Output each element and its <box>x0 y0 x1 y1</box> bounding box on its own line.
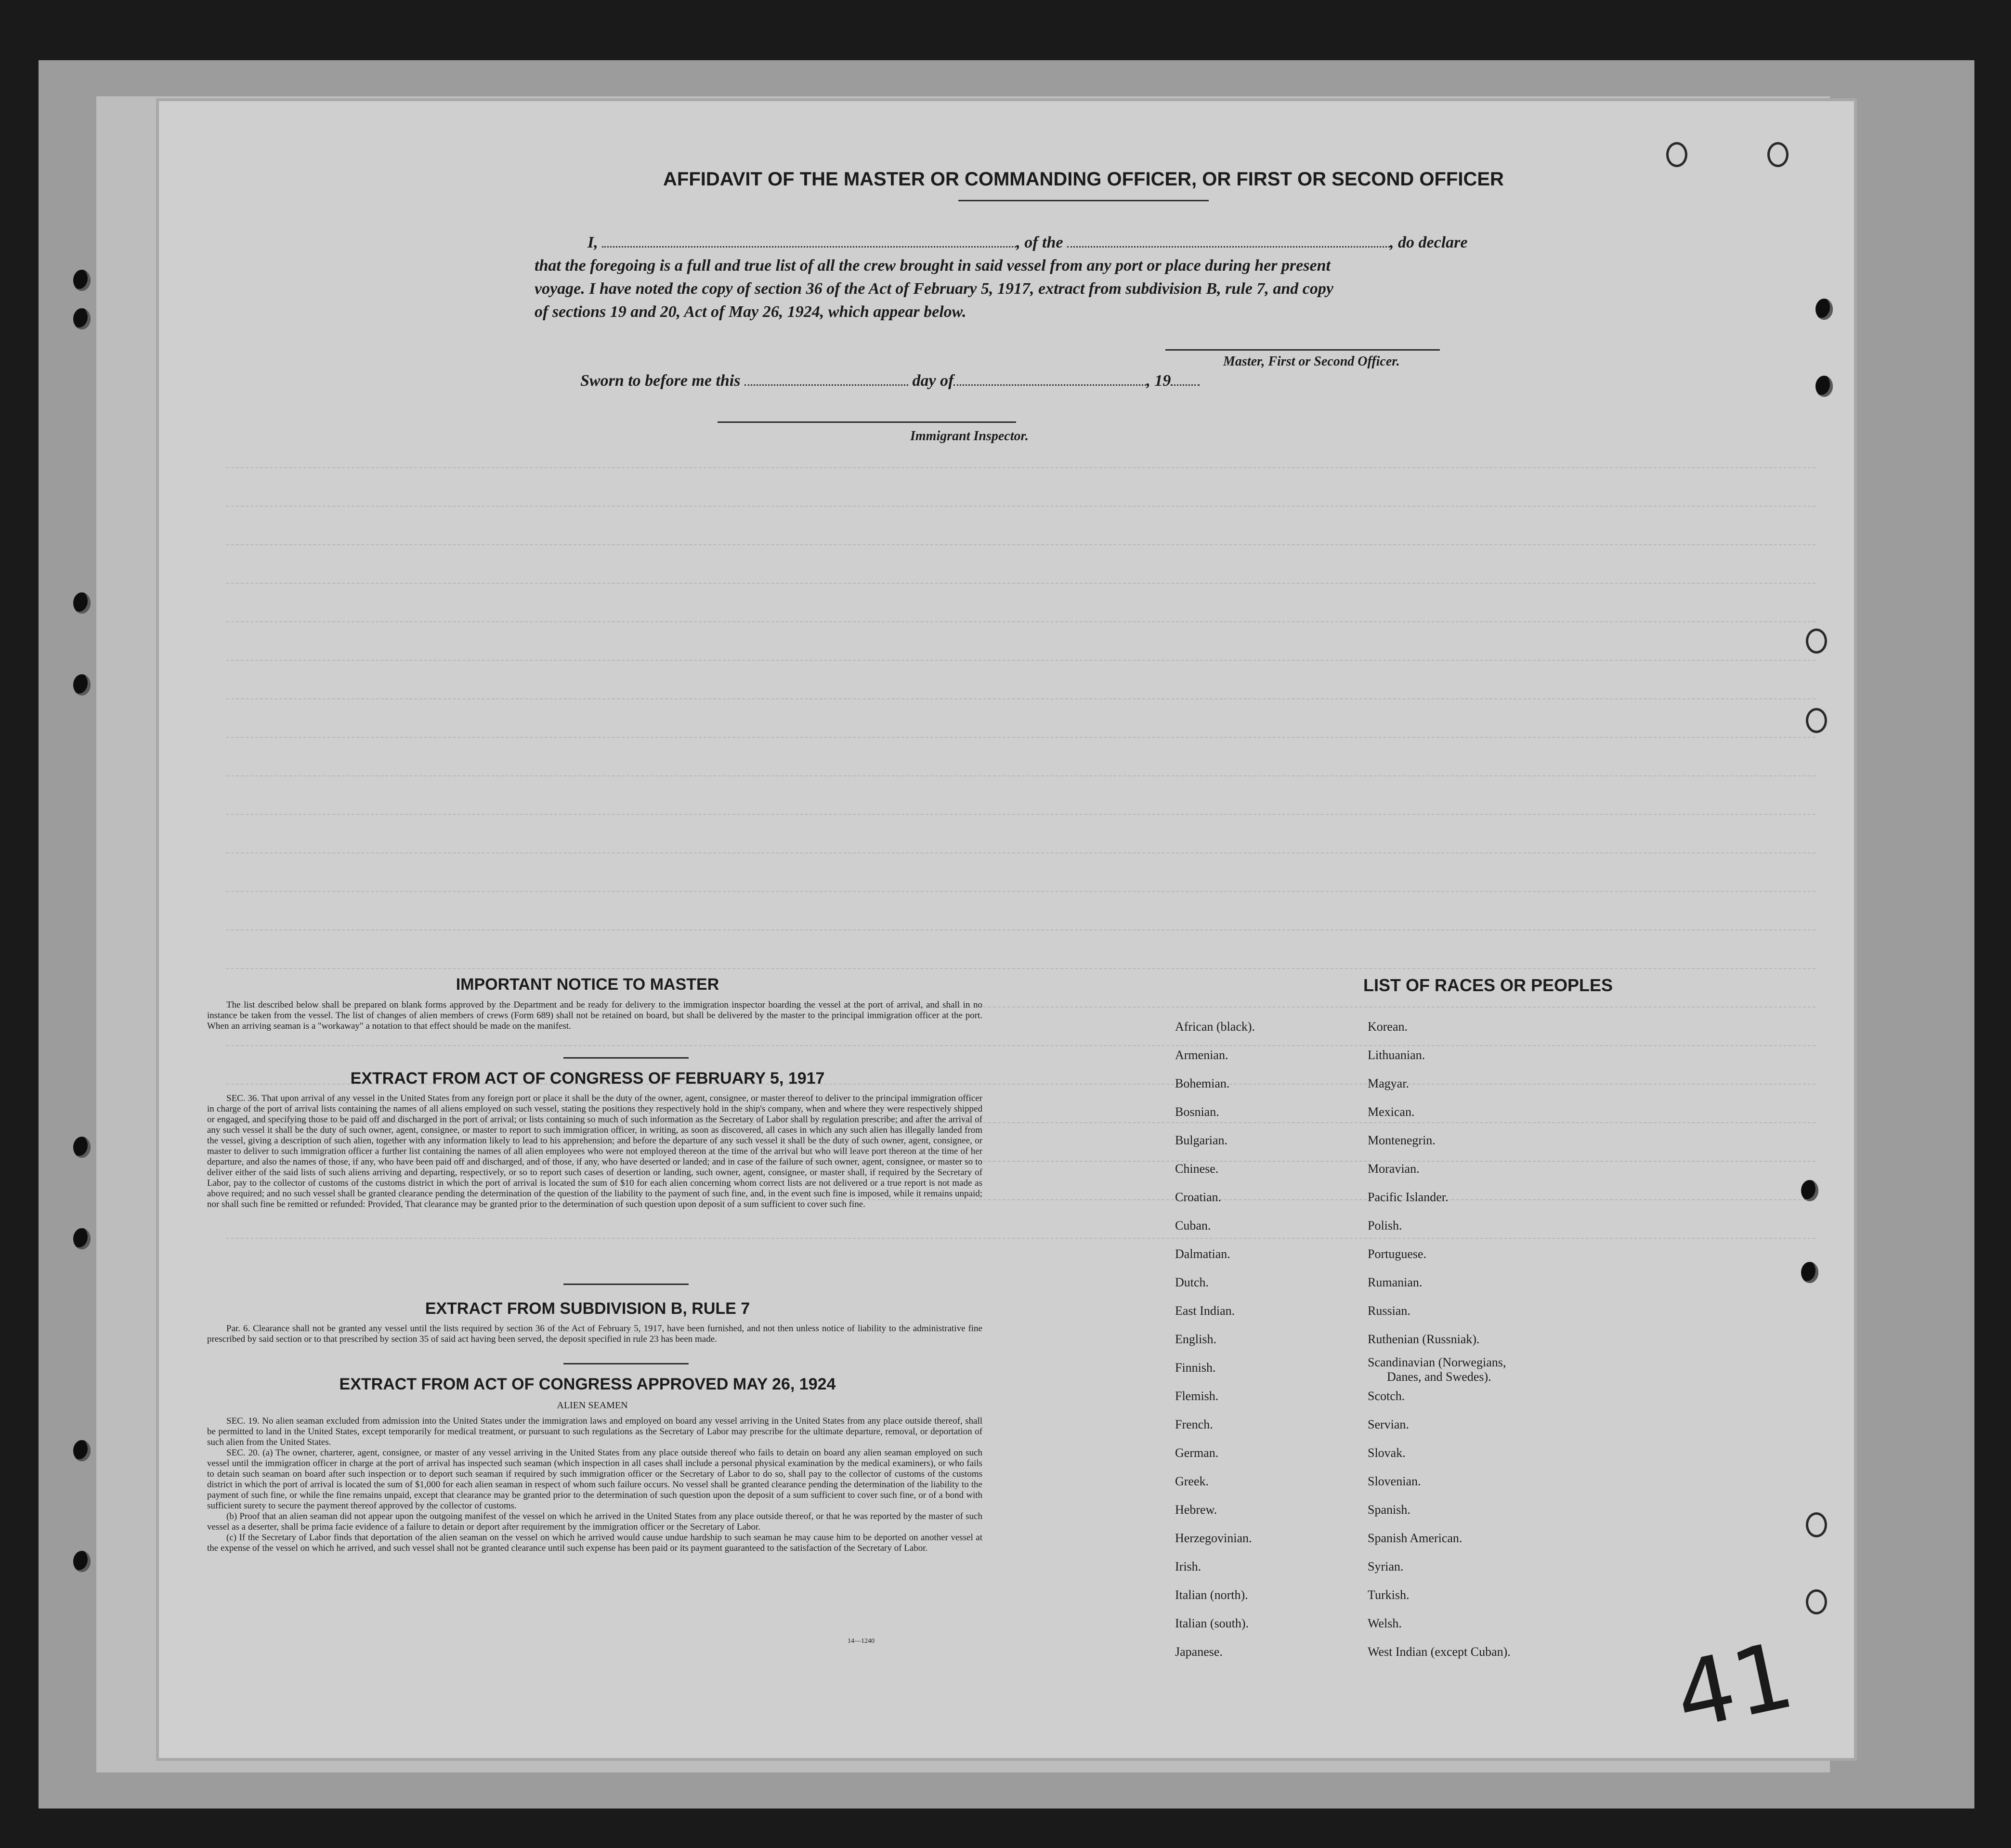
race-item: Croatian. <box>1175 1190 1222 1204</box>
race-item: Italian (north). <box>1175 1588 1248 1602</box>
affidavit-line-4: of sections 19 and 20, Act of May 26, 1924, which appear below. <box>535 303 966 321</box>
race-item: Italian (south). <box>1175 1616 1249 1630</box>
race-item: Cuban. <box>1175 1219 1211 1232</box>
race-item: Servian. <box>1368 1417 1409 1431</box>
race-item: Slovenian. <box>1368 1474 1421 1488</box>
race-item: Mexican. <box>1368 1105 1415 1119</box>
race-item: Armenian. <box>1175 1048 1228 1062</box>
race-item: Spanish American. <box>1368 1531 1463 1545</box>
sworn-line <box>580 371 1200 390</box>
race-item: Pacific Islander. <box>1368 1190 1449 1204</box>
extract-rule7-paragraph: Par. 6. Clearance shall not be granted any vessel until the lists required by section 36 of the Act of February 5, 1917, have been furnished, and not then unless notice of liability to the administrative fine prescribed by said section or to that prescribed by section 35 of said act having been served, the deposit specified in rule 23 has been made. <box>207 1324 982 1344</box>
binder-hole <box>73 592 91 614</box>
do-declare-label: , do declare <box>1390 234 1468 251</box>
day-of-label: day of <box>912 372 954 390</box>
race-item: Herzegovinian. <box>1175 1531 1252 1545</box>
sworn-month-field[interactable] <box>953 371 1146 386</box>
form-sheet <box>159 101 1854 1758</box>
race-item: Magyar. <box>1368 1076 1409 1090</box>
race-item: Flemish. <box>1175 1389 1219 1403</box>
section-rule <box>563 1057 689 1059</box>
title-rule <box>958 200 1209 201</box>
notice-paragraph: The list described below shall be prepared on blank forms approved by the Department and be ready for delivery to the immigration inspector boarding the vessel at the port of arrival, and shall in no instance be taken from the vessel. The list of changes of alien members of crews (Form 689) shall not be retained on board, but shall be delivered by the master to the principal immigration officer at the port. When an arriving seaman is a "workaway" a notation to that effect should be made on the manifest. <box>207 1000 982 1031</box>
race-item: Russian. <box>1368 1304 1410 1318</box>
race-item: East Indian. <box>1175 1304 1235 1318</box>
inspector-label: Immigrant Inspector. <box>910 429 1029 444</box>
race-item: Dutch. <box>1175 1275 1209 1289</box>
handwritten-number: 41 <box>1666 1622 1802 1750</box>
affidavit-line-1 <box>535 231 1623 254</box>
binder-hole <box>1815 376 1833 397</box>
race-item: Rumanian. <box>1368 1275 1423 1289</box>
race-item: Japanese. <box>1175 1645 1223 1659</box>
race-item: English. <box>1175 1332 1216 1346</box>
extract-rule7-title: EXTRACT FROM SUBDIVISION B, RULE 7 <box>425 1299 750 1318</box>
race-item: Danes, and Swedes). <box>1387 1370 1491 1384</box>
binder-hole <box>73 308 91 329</box>
race-item: Syrian. <box>1368 1560 1404 1573</box>
extract-rule7-body <box>207 1324 982 1345</box>
inspector-signature-line[interactable] <box>718 421 1016 423</box>
sec-20b-paragraph: (b) Proof that an alien seaman did not appear upon the outgoing manifest of the vessel on which he arrived in the United States from any place outside thereof, or that he was reported by the master of such vessel as a deserter, shall be prima facie evidence of a failure to detain or deport after requirement by the immigration officer or the Secretary of Labor. <box>207 1511 982 1532</box>
binder-hole <box>73 270 91 291</box>
race-item: Chinese. <box>1175 1162 1219 1176</box>
punch-ring <box>1806 1589 1827 1614</box>
sworn-day-field[interactable] <box>744 371 908 386</box>
extract-1917-paragraph: SEC. 36. That upon arrival of any vessel in the United States from any foreign port or place it shall be the duty of the owner, agent, consignee, or master thereof to deliver to the principal immigration officer in charge of the port of arrival lists containing the names of all aliens employed on such vessel, stating the positions they respectively hold in the ship's company, when and where they were respectively shipped or engaged, and specifying those to be paid off and discharged in the port of arrival; or lists containing so much of such information as the Secretary of Labor shall by regulation prescribe; and after the arrival of any such vessel it shall be the duty of such owner, agent, consignee, or master to report to such immigration officer, in writing, as soon as discovered, all cases in which any such alien has illegally landed from the vessel, giving a description of such alien, together with any information likely to lead to his apprehension; and before the departure of any such vessel it shall be the duty of such owner, agent, consignee, or master to deliver to such immigration officer a further list containing the names of all alien employees who were not employed thereon at the time of the arrival but who will leave port thereon at the time of her departure, and also the names of those, if any, who have been paid off and discharged, and of those, if any, who have deserted or landed; and in case of the failure of such owner, agent, consignee, or master so to deliver either of the said lists of such aliens arriving and departing, respectively, or so to report such cases of desertion or landing, such owner, agent, consignee, or master shall, if required by the Secretary of Labor, pay to the collector of customs of the customs district in which the port of arrival is located the sum of $10 for each alien concerning whom correct lists are not delivered or a true report is not made as above required; and no such vessel shall be granted clearance pending the determination of the question of the liability to the payment of such fine, and, in the event such fine is imposed, while it remains unpaid; nor shall such fine be remitted or refunded: Provided, That clearance may be granted prior to the determination of such question upon deposit of a sum sufficient to cover such fine. <box>207 1093 982 1209</box>
section-rule <box>563 1284 689 1285</box>
race-item: Scandinavian (Norwegians, <box>1368 1355 1506 1369</box>
punch-ring <box>1806 1512 1827 1537</box>
sec-20a-paragraph: SEC. 20. (a) The owner, charterer, agent, consignee, or master of any vessel arriving in the United States from any place outside thereof who fails to detain on board any alien seaman employed on such vessel until the immigration officer in charge at the port of arrival has inspected such seaman (which inspection in all cases shall include a personal physical examination by the medical examiners), or who fails to detain such seaman on board after such inspection or to deport such seaman if required by such immigration officer or the Secretary of Labor to do so, shall pay to the collector of customs of the customs district in which the port of arrival is located the sum of $1,000 for each alien seaman in respect of whom such failure occurs. No vessel shall be granted clearance pending the determination of the liability to the payment of such fine, or while the fine remains unpaid, except that clearance may be granted prior to the determination of such question upon the deposit of a sum sufficient to cover such fine, or of a bond with sufficient surety to secure the payment thereof approved by the collector of customs. <box>207 1448 982 1511</box>
year-label: , 19 <box>1146 372 1171 390</box>
affidavit-line-2: that the foregoing is a full and true list of all the crew brought in said vessel from any port or place during her present <box>535 257 1331 275</box>
binder-hole <box>73 1137 91 1158</box>
binder-hole <box>73 1551 91 1572</box>
race-item: Montenegrin. <box>1368 1133 1436 1147</box>
race-item: Polish. <box>1368 1219 1402 1232</box>
binder-hole <box>1815 299 1833 320</box>
race-item: Greek. <box>1175 1474 1209 1488</box>
affidavit-body <box>535 231 1623 324</box>
race-item: Lithuanian. <box>1368 1048 1425 1062</box>
race-item: Irish. <box>1175 1560 1201 1573</box>
race-item: Ruthenian (Russniak). <box>1368 1332 1480 1346</box>
form-number: 14—1240 <box>848 1638 875 1645</box>
races-title: LIST OF RACES OR PEOPLES <box>1363 975 1613 995</box>
race-item: French. <box>1175 1417 1213 1431</box>
race-item: Slovak. <box>1368 1446 1406 1460</box>
race-item: Finnish. <box>1175 1361 1216 1375</box>
race-item: Bohemian. <box>1175 1076 1230 1090</box>
master-signature-label: Master, First or Second Officer. <box>1223 354 1400 369</box>
race-item: Spanish. <box>1368 1503 1410 1517</box>
i-label: I, <box>588 234 598 251</box>
binder-hole <box>73 674 91 695</box>
race-item: African (black). <box>1175 1020 1255 1034</box>
race-item: Hebrew. <box>1175 1503 1217 1517</box>
races-left-column <box>1175 1012 1368 1666</box>
vessel-field[interactable] <box>1067 233 1390 248</box>
punch-ring <box>1666 142 1687 167</box>
extract-1917-body <box>207 1093 982 1210</box>
race-item: German. <box>1175 1446 1219 1460</box>
notice-title: IMPORTANT NOTICE TO MASTER <box>456 975 719 994</box>
race-item: Scotch. <box>1368 1389 1405 1403</box>
punch-ring <box>1767 142 1789 167</box>
race-item: West Indian (except Cuban). <box>1368 1645 1511 1659</box>
race-item: Bosnian. <box>1175 1105 1219 1119</box>
sec-20c-paragraph: (c) If the Secretary of Labor finds that deportation of the alien seaman on the vessel on which he arrived would cause undue hardship to such seaman he may cause him to be deported on another vessel at the expense of the vessel on which he arrived, and such vessel shall not be granted clearance until such expense has been paid or its payment guaranteed to the satisfaction of the Secretary of Labor. <box>207 1533 982 1553</box>
name-field[interactable] <box>602 233 1016 248</box>
binder-hole <box>73 1228 91 1249</box>
notice-body <box>207 1000 982 1032</box>
alien-seamen-subtitle: ALIEN SEAMEN <box>557 1400 628 1411</box>
race-item: Dalmatian. <box>1175 1247 1230 1261</box>
of-the-label: , of the <box>1016 234 1063 251</box>
sec-19-paragraph: SEC. 19. No alien seaman excluded from admission into the United States under the immigration laws and employed on board any vessel arriving in the United States from any place outside thereof, shall be permitted to land in the United States, except temporarily for medical treatment, or pursuant to such regulations as the Secretary of Labor may prescribe for the ultimate departure, removal, or deportation of such alien from the United States. <box>207 1416 982 1447</box>
section-rule <box>563 1363 689 1364</box>
binder-hole <box>73 1440 91 1461</box>
race-item: Turkish. <box>1368 1588 1410 1602</box>
sworn-label: Sworn to before me this <box>580 372 741 390</box>
extract-1924-title: EXTRACT FROM ACT OF CONGRESS APPROVED MAY 26, 1924 <box>339 1375 836 1393</box>
race-item: Korean. <box>1368 1020 1408 1034</box>
race-item: Portuguese. <box>1368 1247 1427 1261</box>
extract-1917-title: EXTRACT FROM ACT OF CONGRESS OF FEBRUARY 5, 1917 <box>350 1069 825 1088</box>
sworn-year-field[interactable] <box>1171 371 1200 386</box>
extract-1924-body <box>207 1416 982 1554</box>
race-item: Welsh. <box>1368 1616 1402 1630</box>
race-item: Moravian. <box>1368 1162 1420 1176</box>
affidavit-title: AFFIDAVIT OF THE MASTER OR COMMANDING OFFICER, OR FIRST OR SECOND OFFICER <box>663 169 1504 190</box>
master-signature-line[interactable] <box>1165 349 1440 351</box>
races-right-column <box>1368 1012 1657 1666</box>
affidavit-line-3: voyage. I have noted the copy of section 36 of the Act of February 5, 1917, extract from subdivision B, rule 7, and copy <box>535 280 1333 298</box>
race-item: Bulgarian. <box>1175 1133 1228 1147</box>
